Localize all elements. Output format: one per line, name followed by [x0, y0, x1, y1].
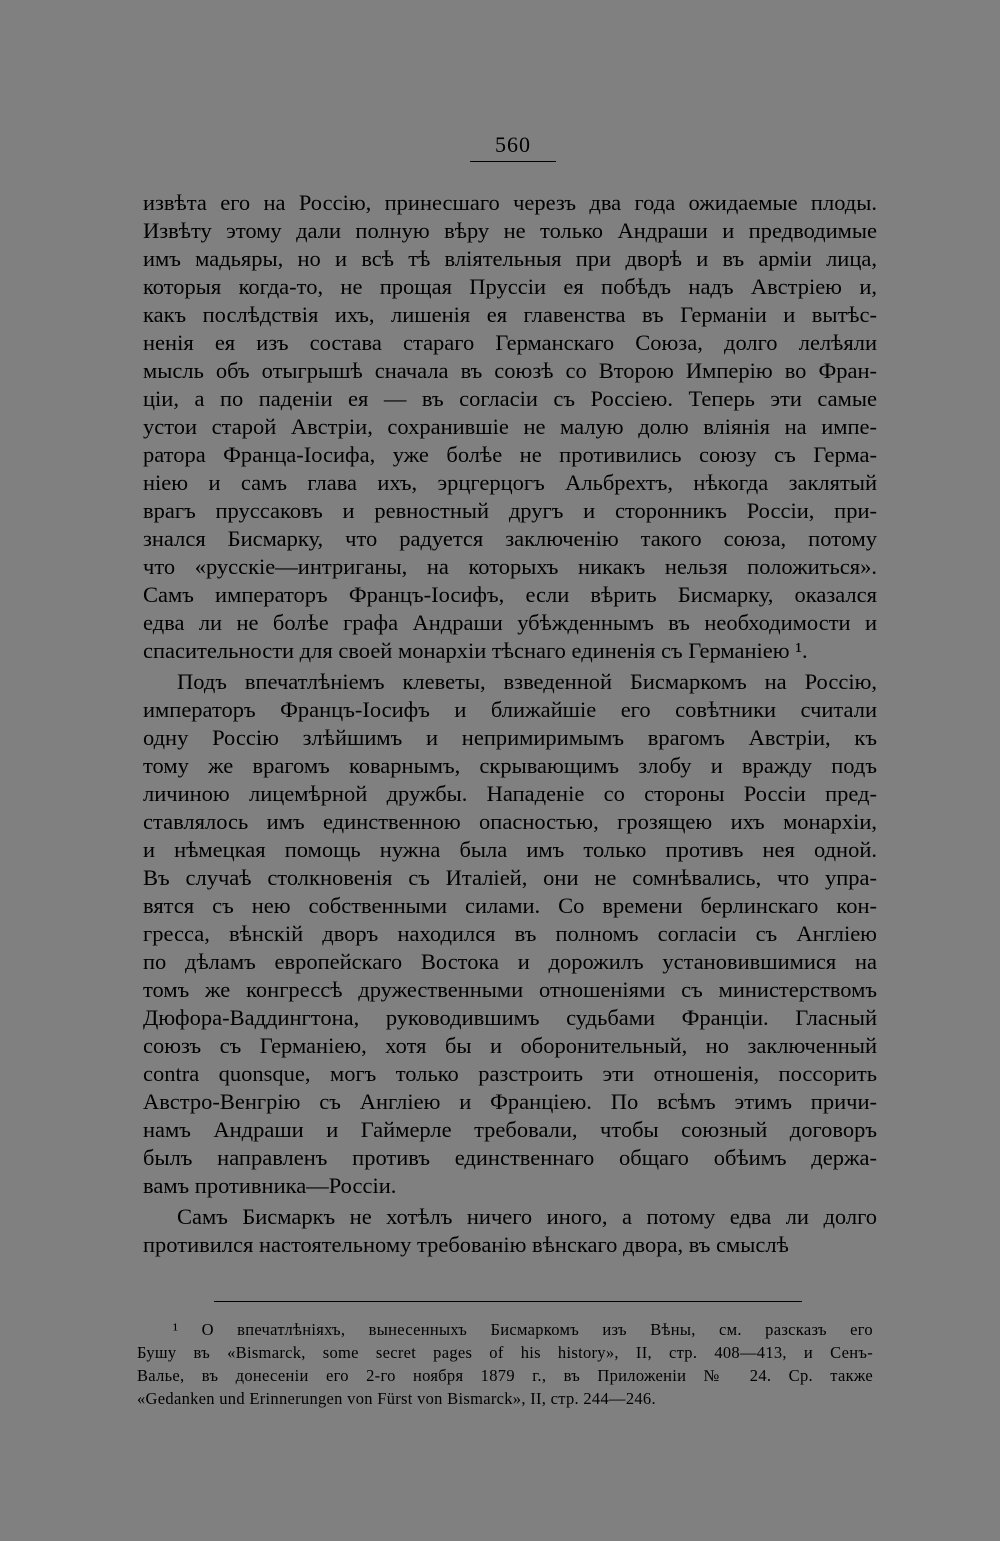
- footnote-line: Бушу въ «Bismarck, some secret pages of his history», II, стр. 408—413, и Сенъ-: [137, 1343, 873, 1362]
- text-line: союзъ съ Германіею, хотя бы и оборонительный, но заключенный: [143, 1033, 877, 1058]
- text-line: императоръ Францъ-Іосифъ и ближайшіе его совѣтники считали: [143, 697, 877, 722]
- paragraph: [143, 1203, 877, 1259]
- text-line: устои старой Австріи, сохранившіе не малую долю вліянія на импе-: [143, 414, 877, 439]
- text-line: ненія ея изъ состава стараго Германскаго Союза, долго лелѣяли: [143, 330, 877, 355]
- text-line: знался Бисмарку, что радуется заключенію такого союза, потому: [143, 526, 877, 551]
- text-line: спасительности для своей монархіи тѣснаго единенія съ Германіею ¹.: [143, 638, 808, 663]
- text-line: ставлялось имъ единственною опасностью, грозящею ихъ монархіи,: [143, 809, 877, 834]
- text-line: былъ направленъ противъ единственнаго общаго обѣимъ держа-: [143, 1145, 877, 1170]
- footnote-separator: [214, 1301, 802, 1302]
- page-number-rule: [470, 161, 556, 162]
- text-line: Дюфора-Ваддингтона, руководившимъ судьбами Франціи. Гласный: [143, 1005, 877, 1030]
- footnote-line: ¹ О впечатлѣніяхъ, вынесенныхъ Бисмаркомъ изъ Вѣны, см. разсказъ его: [173, 1320, 873, 1339]
- text-line: ратора Франца-Іосифа, уже болѣе не противились союзу съ Герма-: [143, 442, 877, 467]
- text-line: едва ли не болѣе графа Андраши убѣжденнымъ въ необходимости и: [143, 610, 877, 635]
- text-line: и нѣмецкая помощь нужна была имъ только противъ нея одной.: [143, 837, 877, 862]
- text-line: ціи, а по паденіи ея — въ согласіи съ Россіею. Теперь эти самые: [143, 386, 877, 411]
- paragraph: [143, 189, 877, 665]
- text-line: Извѣту этому дали полную вѣру не только Андраши и предводимые: [143, 218, 877, 243]
- footnote-line: «Gedanken und Erinnerungen von Fürst von Bismarck», II, стр. 244—246.: [137, 1389, 656, 1408]
- paragraph: [143, 668, 877, 1200]
- text-line: Австро-Венгрію съ Англіею и Франціею. По всѣмъ этимъ причи-: [143, 1089, 877, 1114]
- text-line: мысль объ отыгрышѣ сначала въ союзѣ со Второю Имперію во Фран-: [143, 358, 877, 383]
- text-line: намъ Андраши и Гаймерле требовали, чтобы союзный договоръ: [143, 1117, 877, 1142]
- text-line: томъ же конгрессѣ дружественными отношеніями съ министерствомъ: [143, 977, 877, 1002]
- text-line: врагъ пруссаковъ и ревностный другъ и сторонникъ Россіи, при-: [143, 498, 877, 523]
- body-text: [143, 189, 877, 1259]
- text-line: имъ мадьяры, но и всѣ тѣ вліятельныя при дворѣ и въ арміи лица,: [143, 246, 877, 271]
- text-line: гресса, вѣнскій дворъ находился въ полномъ согласіи съ Англіею: [143, 921, 877, 946]
- text-line: личиною лицемѣрной дружбы. Нападеніе со стороны Россіи пред-: [143, 781, 877, 806]
- text-line: по дѣламъ европейскаго Востока и дорожилъ установившимися на: [143, 949, 877, 974]
- text-line: Самъ императоръ Францъ-Іосифъ, если вѣрить Бисмарку, оказался: [143, 582, 877, 607]
- text-line: Подъ впечатлѣніемъ клеветы, взведенной Бисмаркомъ на Россію,: [177, 669, 877, 694]
- footnote: [137, 1318, 873, 1410]
- text-line: одну Россію злѣйшимъ и непримиримымъ врагомъ Австріи, къ: [143, 725, 877, 750]
- text-line: что «русскіе—интриганы, на которыхъ никакъ нельзя положиться».: [143, 554, 877, 579]
- text-line: которыя когда-то, не прощая Пруссіи ея побѣдъ надъ Австріею и,: [143, 274, 877, 299]
- text-line: вятся съ нею собственными силами. Со времени берлинскаго кон-: [143, 893, 877, 918]
- text-line: тому же врагомъ коварнымъ, скрывающимъ злобу и вражду подъ: [143, 753, 877, 778]
- text-line: contra quonsque, могъ только разстроить эти отношенія, поссорить: [143, 1061, 877, 1086]
- text-line: извѣта его на Россію, принесшаго черезъ два года ожидаемые плоды.: [143, 190, 877, 215]
- text-line: Самъ Бисмаркъ не хотѣлъ ничего иного, а потому едва ли долго: [177, 1204, 877, 1229]
- text-line: Въ случаѣ столкновенія съ Италіей, они не сомнѣвались, что упра-: [143, 865, 877, 890]
- text-line: противился настоятельному требованію вѣнскаго двора, въ смыслѣ: [143, 1232, 789, 1257]
- text-line: ніею и самъ глава ихъ, эрцгерцогъ Альбрехтъ, нѣкогда заклятый: [143, 470, 877, 495]
- page-number: 560: [495, 132, 531, 157]
- text-line: вамъ противника—Россіи.: [143, 1173, 397, 1198]
- footnote-line: Валье, въ донесеніи его 2-го ноября 1879 г., въ Приложеніи № 24. Ср. также: [137, 1366, 873, 1385]
- text-line: какъ послѣдствія ихъ, лишенія ея главенства въ Германіи и вытѣс-: [143, 302, 877, 327]
